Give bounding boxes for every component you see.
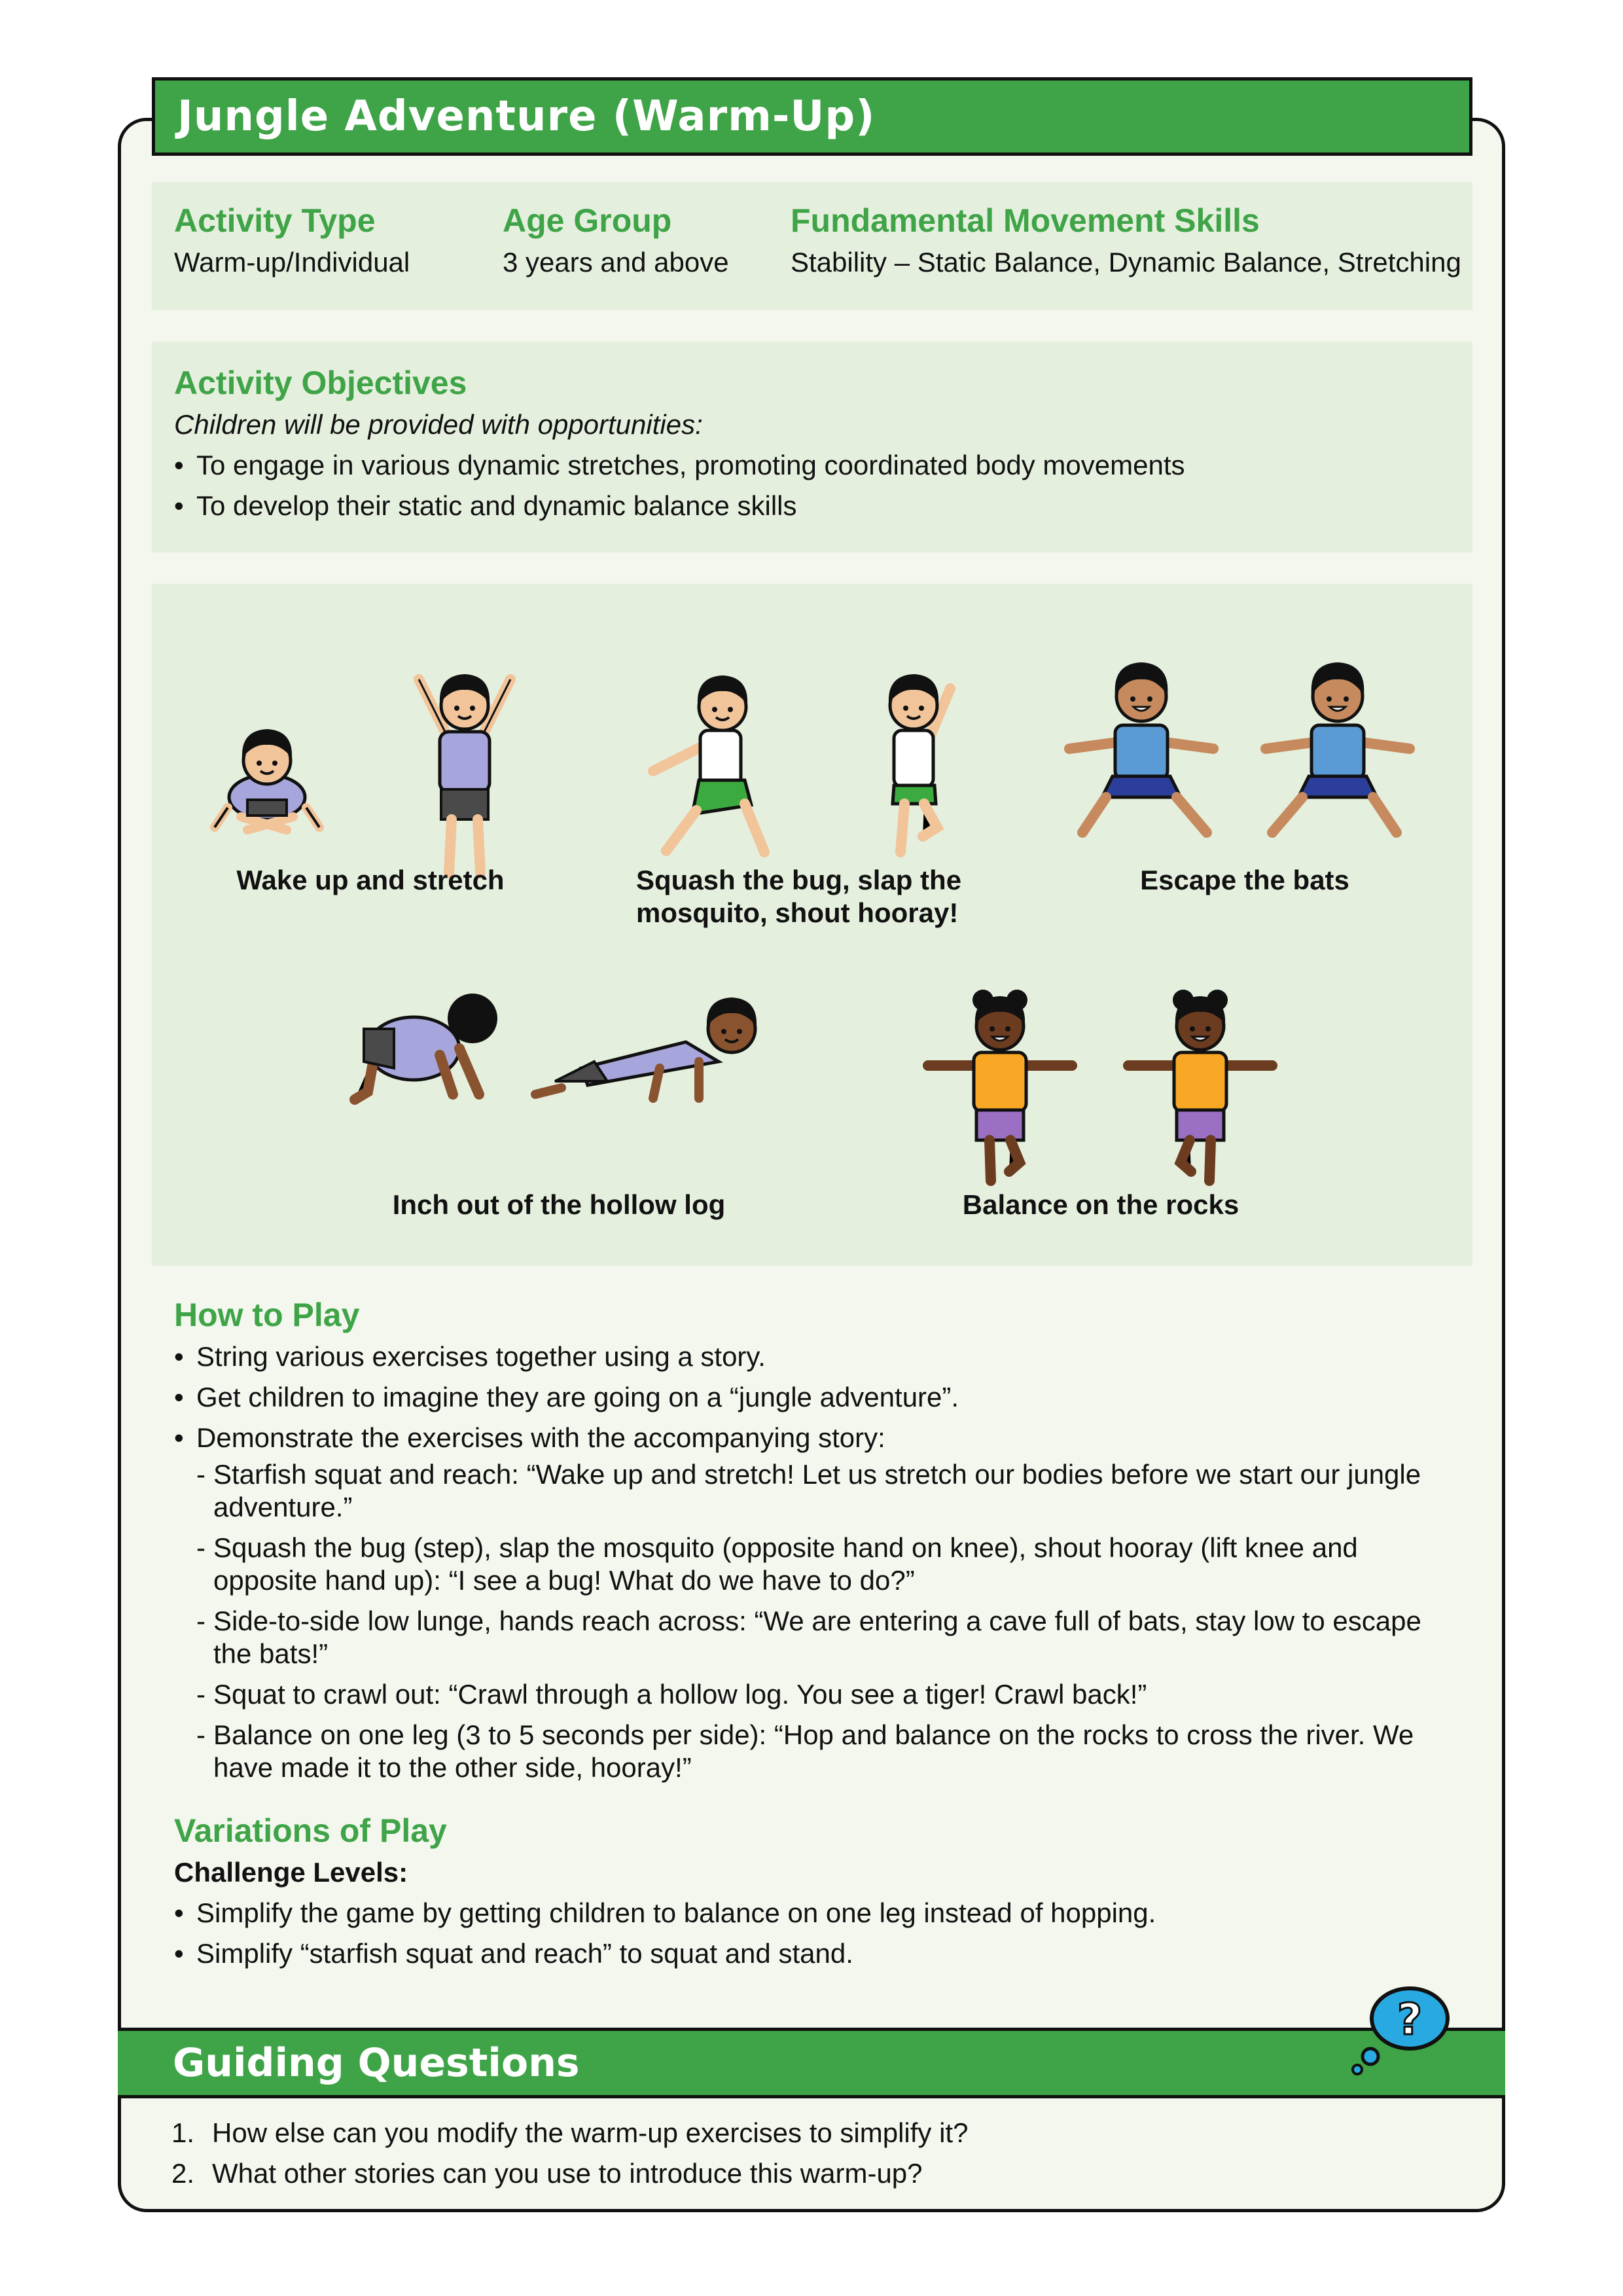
variations-heading: Variations of Play [174,1812,447,1849]
illustration-label-balance-rocks: Balance on the rocks [962,1189,1240,1220]
activity-type [174,199,410,283]
list-item: - Squash the bug (step), slap the mosquito (opposite hand on knee), shout hooray (lift knee and opposite hand up): “I see a bug! What do we have to do?” [196,1532,1440,1597]
fms [791,199,1461,283]
balance-child-figure-1 [928,990,1072,1181]
illustrations-panel [152,584,1472,1266]
title-bar [152,77,1472,156]
challenge-levels-heading: Challenge Levels: [174,1857,408,1888]
guiding-questions-bar [118,2028,1505,2098]
page-title: Jungle Adventure (Warm-Up) [177,92,876,141]
list-item: • To develop their static and dynamic balance skills [174,486,1450,526]
list-item: - Starfish squat and reach: “Wake up and stretch! Let us stretch our bodies before we start our jungle adventure.” [196,1458,1440,1524]
guiding-questions-list [171,2113,968,2194]
balance-child-figure-2 [1128,990,1272,1181]
how-to-play-list [174,1336,1476,1458]
fms-label: Fundamental Movement Skills [791,202,1260,239]
age-group [503,199,729,283]
objectives-intro: Children will be provided with opportunities: [174,409,703,440]
list-item: - Squat to crawl out: “Crawl through a hollow log. You see a tiger! Crawl back!” [196,1678,1440,1711]
illustration-label-escape-bats: Escape the bats [1140,865,1349,895]
age-group-value: 3 years and above [503,247,729,278]
guiding-questions-heading: Guiding Questions [173,2040,580,2086]
knee-lift-child-figure [889,674,950,852]
meta-box [152,182,1472,310]
illustration-label-squash-bug: Squash the bug, slap the mosquito, shout hooray! [636,865,962,928]
crawl-child-figure [535,997,757,1098]
illustration-label-wake-up: Wake up and stretch [236,865,505,895]
activity-type-value: Warm-up/Individual [174,247,410,278]
list-item: • Simplify the game by getting children to balance on one leg instead of hopping. [174,1893,1476,1933]
objectives-heading: Activity Objectives [174,365,467,401]
lunge-child-figure [653,675,764,852]
crouch-child-figure [355,994,497,1100]
squat-child-figure [215,729,319,830]
list-item: - Balance on one leg (3 to 5 seconds per side): “Hop and balance on the rocks to cross the river. We have made it to the other side, hooray!” [196,1719,1440,1784]
list-item: • Simplify “starfish squat and reach” to squat and stand. [174,1933,1476,1974]
stretch-child-figure [419,674,510,873]
list-item: 2. What other stories can you use to introduce this warm-up? [171,2158,923,2189]
svg-text:?: ? [1397,1994,1423,2045]
variations-list [174,1893,1476,1974]
age-group-label: Age Group [503,202,672,239]
how-to-play-heading: How to Play [174,1297,360,1333]
how-to-play-section [174,1293,1476,1792]
activity-type-label: Activity Type [174,202,376,239]
fms-value: Stability – Static Balance, Dynamic Balance, Stretching [791,247,1461,278]
how-to-play-sublist [174,1458,1440,1784]
question-bubble-icon [1348,1979,1453,2077]
variations-section [174,1809,1476,1974]
list-item: • String various exercises together using a story. [174,1336,1476,1377]
list-item: • Demonstrate the exercises with the accompanying story: [174,1418,1476,1458]
bats-child-figure-2 [1266,662,1410,833]
illustration-label-hollow-log: Inch out of the hollow log [392,1189,726,1220]
objectives-list [174,445,1450,526]
list-item: 1. How else can you modify the warm-up exercises to simplify it? [171,2117,969,2148]
list-item: - Side-to-side low lunge, hands reach across: “We are entering a cave full of bats, stay low to escape the bats!” [196,1605,1440,1670]
bats-child-figure-1 [1069,662,1213,833]
objectives-box [152,342,1472,552]
list-item: • Get children to imagine they are going on a “jungle adventure”. [174,1377,1476,1418]
list-item: • To engage in various dynamic stretches, promoting coordinated body movements [174,445,1450,486]
